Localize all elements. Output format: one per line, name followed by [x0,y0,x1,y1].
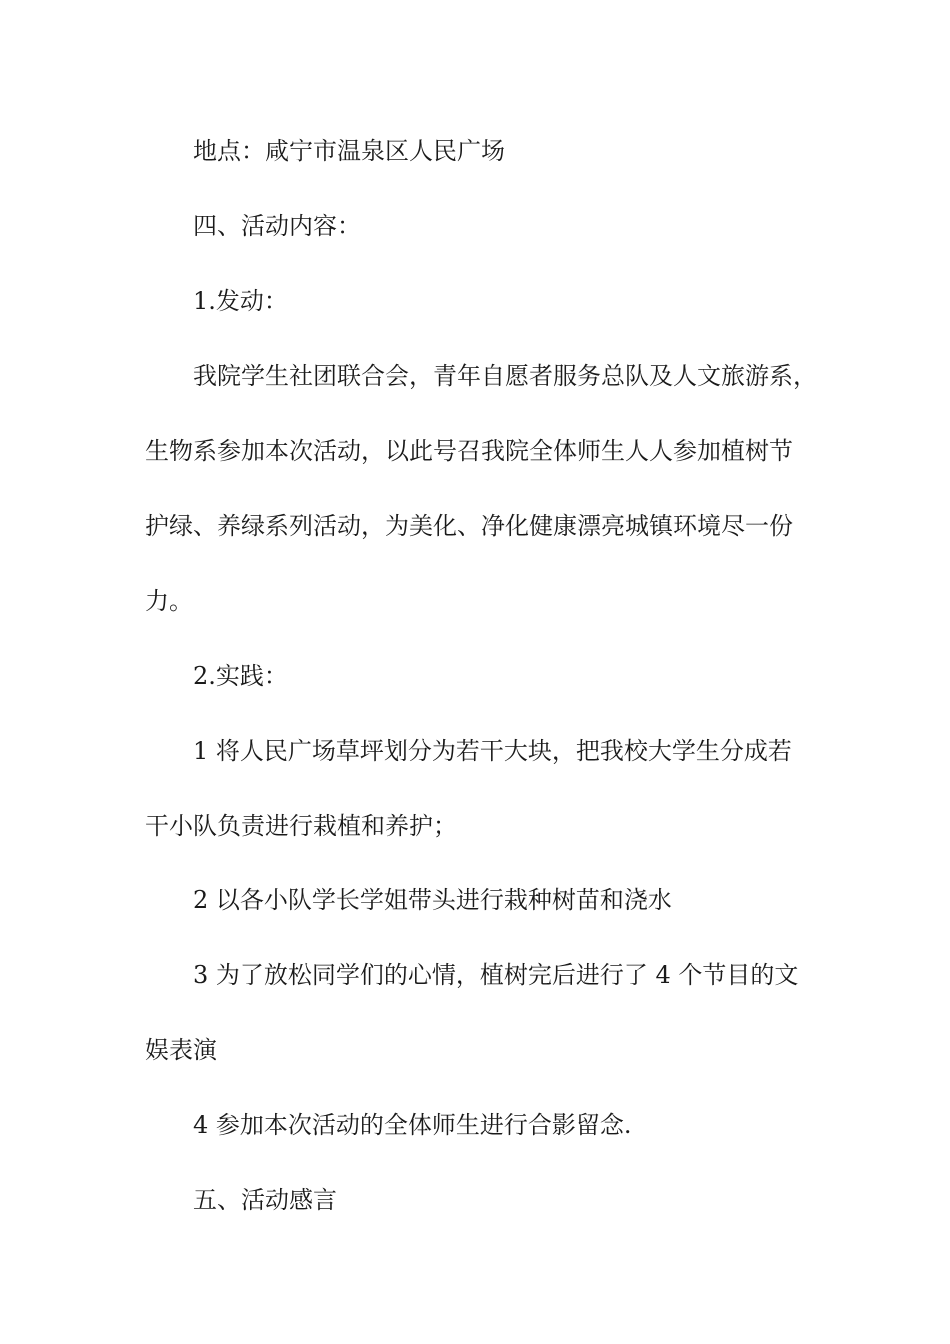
paragraph-mobilize-line-1: 我院学生社团联合会，青年自愿者服务总队及人文旅游系， [193,362,817,390]
list-item-3-line-2: 娱表演 [145,1036,217,1064]
heading-activity-reflections: 五、活动感言 [193,1186,337,1214]
list-item-1-line-1: 1 将人民广场草坪划分为若干大块，把我校大学生分成若 [193,737,792,765]
list-item-3-line-1: 3 为了放松同学们的心情，植树完后进行了 4 个节目的文 [193,961,799,989]
subheading-practice: 2.实践： [193,662,288,690]
list-item-1-line-2: 干小队负责进行栽植和养护； [145,812,457,840]
paragraph-mobilize-line-3: 护绿、养绿系列活动，为美化、净化健康漂亮城镇环境尽一份 [145,512,793,540]
heading-activity-content: 四、活动内容： [193,212,361,240]
subheading-mobilize: 1.发动： [193,287,288,315]
paragraph-mobilize-line-2: 生物系参加本次活动，以此号召我院全体师生人人参加植树节 [145,437,793,465]
paragraph-mobilize-line-4: 力。 [145,587,193,615]
list-item-2: 2 以各小队学长学姐带头进行栽种树苗和浇水 [193,886,672,914]
paragraph-location: 地点：咸宁市温泉区人民广场 [193,137,505,165]
list-item-4: 4 参加本次活动的全体师生进行合影留念. [193,1111,632,1139]
